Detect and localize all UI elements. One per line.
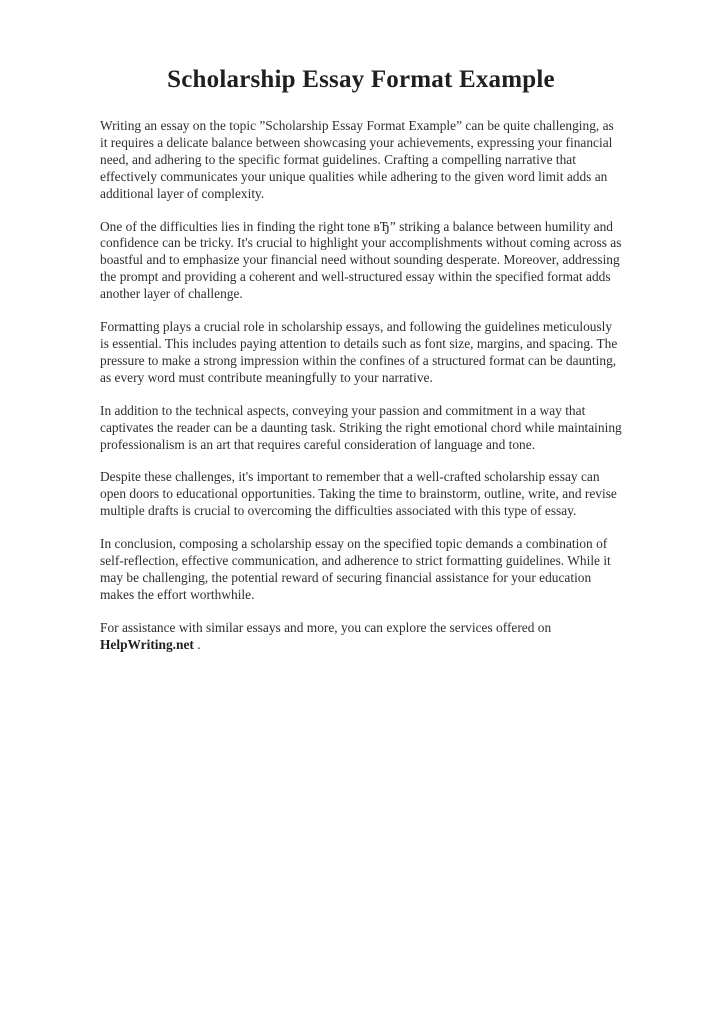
paragraph-formatting: Formatting plays a crucial role in scholarship essays, and following the guidelines meticulously is essential. This includes paying attention to details such as font size, margins, and spacing. The pressure to make a strong impression within the confines of a structured format can be daunting, as every word must contribute meaningfully to your narrative.	[100, 319, 618, 385]
paragraph-challenges: Despite these challenges, it's important to remember that a well-crafted scholarship essay can open doors to educational opportunities. Taking the time to brainstorm, outline, write, and revise multiple drafts is crucial to overcoming the difficulties associated with this type of essay.	[100, 469, 617, 519]
footer-suffix: .	[193, 636, 201, 652]
paragraph-difficulties-tone: One of the difficulties lies in finding the right tone вЂ” striking a balance between humility and confidence can be tricky. It's crucial to highlight your accomplishments without coming across as boastful and to emphasize your financial need without sounding desperate. Moreover, addressing the prompt and providing a coherent and well-structured essay within the specified format adds another layer of challenge.	[100, 218, 622, 302]
paragraph-passion: In addition to the technical aspects, conveying your passion and commitment in a way that captivates the reader can be a daunting task. Striking the right emotional chord while maintaining professionalism is an art that requires careful consideration of language and tone.	[100, 402, 622, 452]
footer-text: For assistance with similar essays and more, you can explore the services offered on	[100, 619, 552, 635]
paragraph-footer	[100, 620, 622, 654]
paragraph-intro: Writing an essay on the topic ”Scholarship Essay Format Example” can be quite challenging, as it requires a delicate balance between showcasing your achievements, expressing your financial need, and adhering to the specific format guidelines. Crafting a compelling narrative that effectively communicates your unique qualities while adhering to the given word limit adds an additional layer of complexity.	[100, 118, 614, 201]
paragraph-conclusion: In conclusion, composing a scholarship essay on the specified topic demands a combination of self-reflection, effective communication, and adherence to strict formatting guidelines. While it may be challenging, the potential reward of securing financial assistance for your education makes the effort worthwhile.	[100, 536, 611, 602]
helpwriting-brand: HelpWriting.net	[100, 636, 194, 652]
page-title: Scholarship Essay Format Example	[167, 66, 555, 93]
